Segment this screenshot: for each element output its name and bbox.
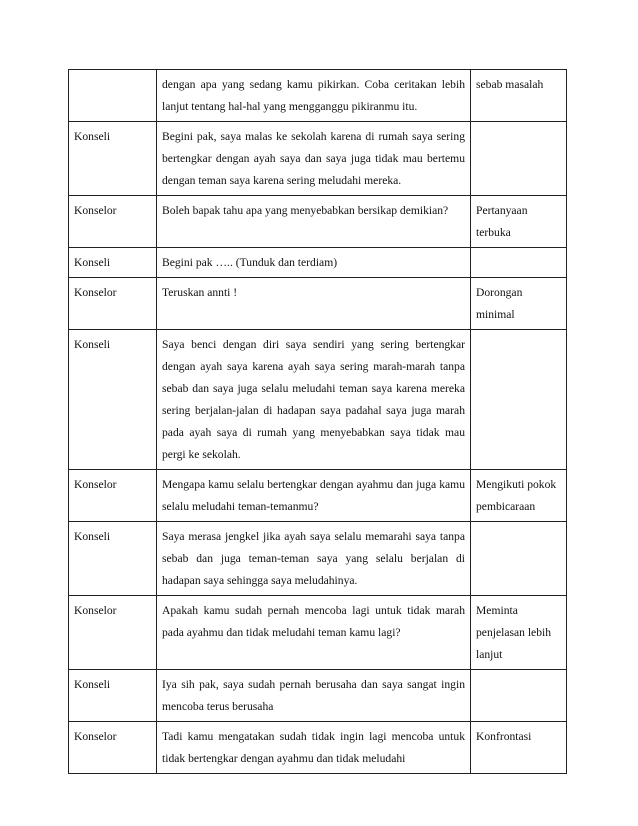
dialogue-cell: Tadi kamu mengatakan sudah tidak ingin lagi mencoba untuk tidak bertengkar dengan ayahmu dan tidak meludahi (157, 722, 471, 774)
technique-cell: Konfrontasi (471, 722, 567, 774)
technique-cell: Pertanyaan terbuka (471, 196, 567, 248)
speaker-cell: Konseli (69, 248, 157, 278)
dialogue-cell: Iya sih pak, saya sudah pernah berusaha dan saya sangat ingin mencoba terus berusaha (157, 670, 471, 722)
speaker-cell (69, 70, 157, 122)
dialogue-cell: Teruskan annti ! (157, 278, 471, 330)
table-row (69, 122, 567, 196)
table-row (69, 330, 567, 470)
table-row (69, 722, 567, 774)
speaker-cell: Konseli (69, 330, 157, 470)
speaker-cell: Konseli (69, 522, 157, 596)
dialogue-cell: Begini pak ….. (Tunduk dan terdiam) (157, 248, 471, 278)
dialogue-cell: Boleh bapak tahu apa yang menyebabkan bersikap demikian? (157, 196, 471, 248)
table-row (69, 470, 567, 522)
speaker-cell: Konseli (69, 122, 157, 196)
table-row (69, 70, 567, 122)
speaker-cell: Konselor (69, 596, 157, 670)
table-row (69, 596, 567, 670)
dialogue-cell: Saya benci dengan diri saya sendiri yang sering bertengkar dengan ayah saya karena ayah saya sering marah-marah tanpa sebab dan saya juga selalu meludahi teman saya karena mereka sering berjalan-jalan di hadapan saya padahal saya juga marah pada ayah saya di rumah yang menyebabkan saya tidak mau pergi ke sekolah. (157, 330, 471, 470)
technique-cell (471, 122, 567, 196)
speaker-cell: Konseli (69, 670, 157, 722)
technique-cell (471, 330, 567, 470)
technique-cell: sebab masalah (471, 70, 567, 122)
technique-cell (471, 670, 567, 722)
counseling-transcript-table (68, 69, 567, 774)
technique-cell: Dorongan minimal (471, 278, 567, 330)
technique-cell (471, 248, 567, 278)
table-row (69, 248, 567, 278)
dialogue-cell: dengan apa yang sedang kamu pikirkan. Coba ceritakan lebih lanjut tentang hal-hal yang mengganggu pikiranmu itu. (157, 70, 471, 122)
dialogue-cell: Saya merasa jengkel jika ayah saya selalu memarahi saya tanpa sebab dan juga teman-teman saya yang selalu berjalan di hadapan saya sehingga saya meludahinya. (157, 522, 471, 596)
dialogue-cell: Apakah kamu sudah pernah mencoba lagi untuk tidak marah pada ayahmu dan tidak meludahi teman kamu lagi? (157, 596, 471, 670)
dialogue-cell: Mengapa kamu selalu bertengkar dengan ayahmu dan juga kamu selalu meludahi teman-temanmu? (157, 470, 471, 522)
speaker-cell: Konselor (69, 722, 157, 774)
table-row (69, 522, 567, 596)
speaker-cell: Konselor (69, 278, 157, 330)
dialogue-cell: Begini pak, saya malas ke sekolah karena di rumah saya sering bertengkar dengan ayah saya dan saya juga tidak mau bertemu dengan teman saya karena sering meludahi mereka. (157, 122, 471, 196)
speaker-cell: Konselor (69, 196, 157, 248)
table-row (69, 670, 567, 722)
table-row (69, 278, 567, 330)
technique-cell (471, 522, 567, 596)
technique-cell: Mengikuti pokok pembicaraan (471, 470, 567, 522)
technique-cell: Meminta penjelasan lebih lanjut (471, 596, 567, 670)
speaker-cell: Konselor (69, 470, 157, 522)
table-row (69, 196, 567, 248)
